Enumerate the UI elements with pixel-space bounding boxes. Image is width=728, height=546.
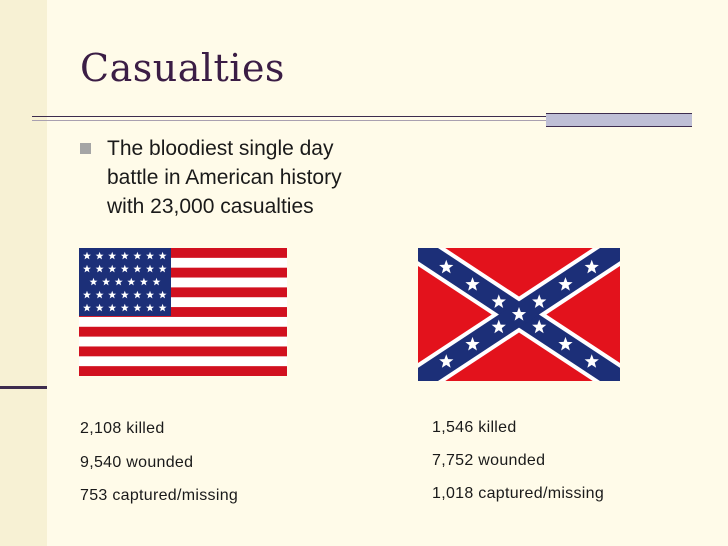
- union-killed: 2,108 killed: [80, 420, 165, 437]
- confederate-captured-missing: 1,018 captured/missing: [432, 485, 605, 502]
- title-accent-block: [546, 113, 692, 127]
- confederate-flag-icon: [418, 248, 620, 381]
- us-flag-icon: [79, 248, 287, 376]
- bullet-text: The bloodiest single day battle in American history with 23,000 casualties: [107, 137, 342, 218]
- confederate-killed: 1,546 killed: [432, 419, 517, 436]
- bullet-square-icon: [80, 143, 91, 154]
- slide-title: Casualties: [80, 46, 285, 90]
- left-accent-line: [0, 386, 47, 389]
- title-divider-shadow: [32, 120, 546, 121]
- union-wounded: 9,540 wounded: [80, 454, 194, 471]
- union-captured-missing: 753 captured/missing: [80, 487, 239, 504]
- confederate-wounded: 7,752 wounded: [432, 452, 546, 469]
- left-sidebar-strip: [0, 0, 47, 546]
